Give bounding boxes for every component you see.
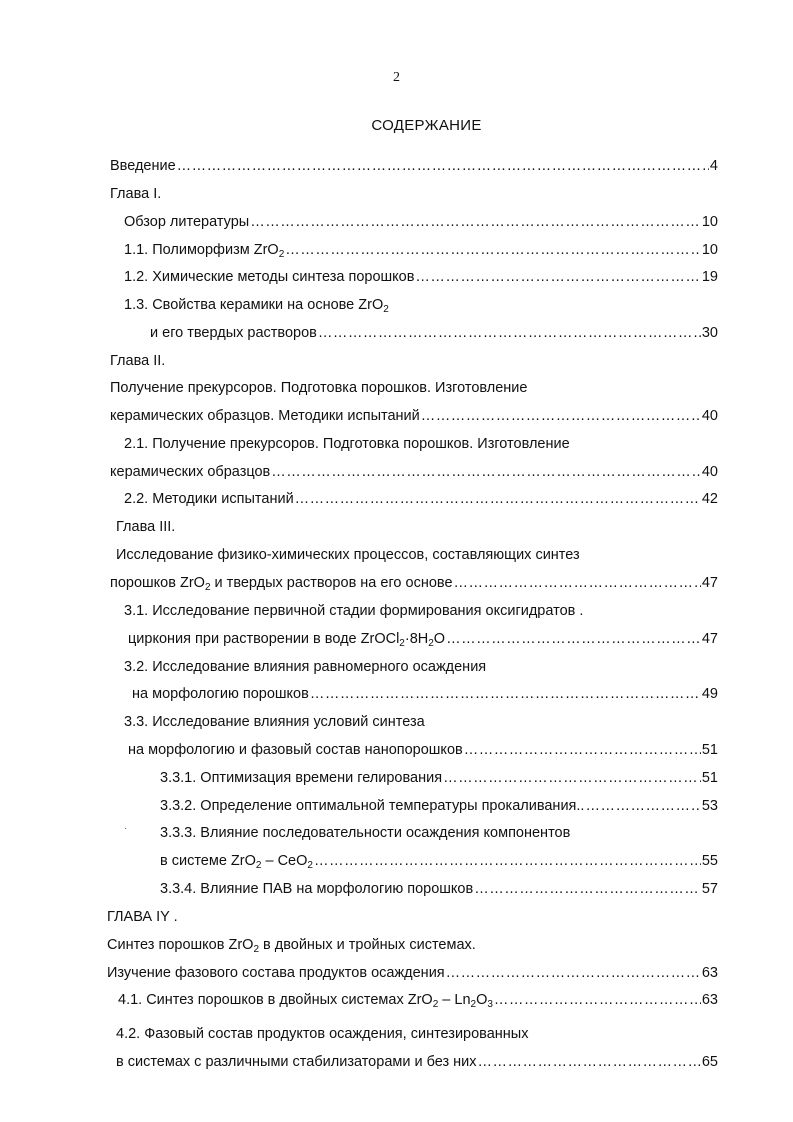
toc-entry-title: 1.2. Химические методы синтеза порошков [124,269,415,285]
toc-entry-title: 3.2. Исследование влияния равномерного осаждения [124,659,487,675]
toc-entry [128,628,718,650]
toc-entry [110,377,527,399]
toc-leader-dots [454,572,701,594]
toc-entry [160,850,718,872]
toc-leader-dots [464,739,701,761]
toc-entry-title: Получение прекурсоров. Подготовка порошков. Изготовление [110,380,528,396]
toc-entry [124,600,583,622]
toc-entry-title: циркония при растворении в воде $ZrOCl_2\cdot 8H_2O$ [128,631,446,649]
toc-entry [160,878,718,900]
toc-entry-title: порошков ZrO$_2$ и твердых растворов на его основе [110,575,453,593]
toc-entry [107,906,178,928]
toc-entry-title: 3.3. Исследование влияния условий синтеза [124,714,425,730]
stray-mark: · [124,823,128,834]
toc-leader-dots [478,1051,701,1073]
toc-entry-title: 1.3. Свойства керамики на основе ZrO$_2$ [124,297,389,315]
toc-leader-dots [318,322,701,344]
toc-entry-title: ГЛАВА IY . [107,909,178,925]
toc-page-number: 57 [701,881,718,897]
toc-entry [124,656,486,678]
toc-entry [107,934,476,956]
toc-entry-title: в системе ZrO$_2$ – CeO$_2$ [160,853,313,871]
toc-leader-dots [177,155,709,177]
toc-page-number: 49 [701,686,718,702]
toc-entry-title: 2.1. Получение прекурсоров. Подготовка порошков. Изготовление [124,436,570,452]
toc-page-number: 65 [701,1054,718,1070]
toc-entry-title: керамических образцов [110,464,271,480]
toc-leader-dots [271,461,701,483]
toc-entry [116,1051,718,1073]
toc-entry-title: 3.3.1. Оптимизация времени гелирования [160,770,443,786]
toc-leader-dots [310,683,701,705]
toc-entry [110,572,718,594]
toc-entry [110,350,165,372]
toc-leader-dots [415,266,700,288]
toc-entry-title: 3.3.4. Влияние ПАВ на морфологию порошков [160,881,474,897]
toc-entry [160,767,718,789]
toc-entry-title: 3.1. Исследование первичной стадии формирования оксигидратов . [124,603,584,619]
toc-entry-title: Глава I. [110,186,162,202]
page-number: 2 [393,70,400,85]
toc-leader-dots [421,405,701,427]
toc-entry [128,739,718,761]
toc-entry-title: на морфологию порошков [132,686,309,702]
toc-leader-dots [494,989,701,1011]
toc-entry [118,989,718,1011]
toc-page-number: 47 [701,631,718,647]
toc-entry-title: 4.1. Синтез порошков в двойных системах $ZrO_2 - Ln_2O_3$ [118,992,493,1010]
toc-entry [116,1023,528,1045]
toc-page-number: 51 [701,742,718,758]
toc-leader-dots [443,767,701,789]
toc-page-number: 53 [701,798,718,814]
toc-entry-title: Обзор литературы [124,214,250,230]
toc-page-number: 10 [701,214,718,230]
toc-entry-title: в системах с различными стабилизаторами и без них [116,1054,477,1070]
toc-entry [124,433,570,455]
toc-entry-title: Исследование физико-химических процессов, составляющих синтез [116,547,580,563]
page-title: СОДЕРЖАНИЕ [371,117,482,134]
toc-leader-dots [585,795,700,817]
toc-entry-title: 2.2. Методики испытаний [124,491,294,507]
toc-entry-title: 3.3.3. Влияние последовательности осаждения компонентов [160,825,571,841]
toc-entry-title: Глава II. [110,353,166,369]
toc-entry [160,822,570,844]
toc-page-number: 42 [701,491,718,507]
toc-leader-dots [446,628,701,650]
toc-entry [124,488,718,510]
toc-entry-title: керамических образцов. Методики испытаний [110,408,420,424]
toc-entry [116,516,175,538]
toc-entry-title: Синтез порошков ZrO$_2$ в двойных и тройных системах. [107,937,476,955]
toc-entry [124,266,718,288]
toc-page-number: 51 [701,770,718,786]
toc-leader-dots [295,488,701,510]
toc-leader-dots [314,850,701,872]
toc-entry [110,183,161,205]
toc-entry-title: Глава III. [116,519,176,535]
toc-entry [116,544,580,566]
toc-entry [110,155,718,177]
toc-page-number: 63 [701,992,718,1008]
toc-entry [124,711,425,733]
toc-entry-title: и его твердых растворов [150,325,317,341]
toc-entry-title: Изучение фазового состава продуктов осаждения [107,965,445,981]
toc-entry [107,962,718,984]
toc-page-number: 4 [709,158,718,174]
toc-entry [124,211,718,233]
toc-entry [124,239,718,261]
toc-entry-title: 4.2. Фазовый состав продуктов осаждения, синтезированных [116,1026,529,1042]
toc-leader-dots [446,962,701,984]
toc-page-number: 19 [701,269,718,285]
toc-entry-title: 1.1. Полиморфизм ZrO$_2$ [124,242,285,260]
toc-page-number: 47 [701,575,718,591]
toc-entry [132,683,718,705]
toc-page-number: 30 [701,325,718,341]
toc-entry [110,461,718,483]
toc-leader-dots [285,239,701,261]
toc-page-number: 10 [701,242,718,258]
toc-page-number: 63 [701,965,718,981]
toc-page-number: 40 [701,464,718,480]
toc-entry [160,795,718,817]
toc-entry-title: 3.3.2. Определение оптимальной температуры прокаливания.. [160,798,585,814]
toc-entry-title: на морфологию и фазовый состав нанопорошков [128,742,463,758]
toc-leader-dots [250,211,701,233]
toc-leader-dots [474,878,701,900]
toc-page-number: 55 [701,853,718,869]
toc-entry-title: Введение [110,158,176,174]
toc-entry [110,405,718,427]
toc-entry [124,294,389,316]
toc-entry [150,322,718,344]
toc-page-number: 40 [701,408,718,424]
